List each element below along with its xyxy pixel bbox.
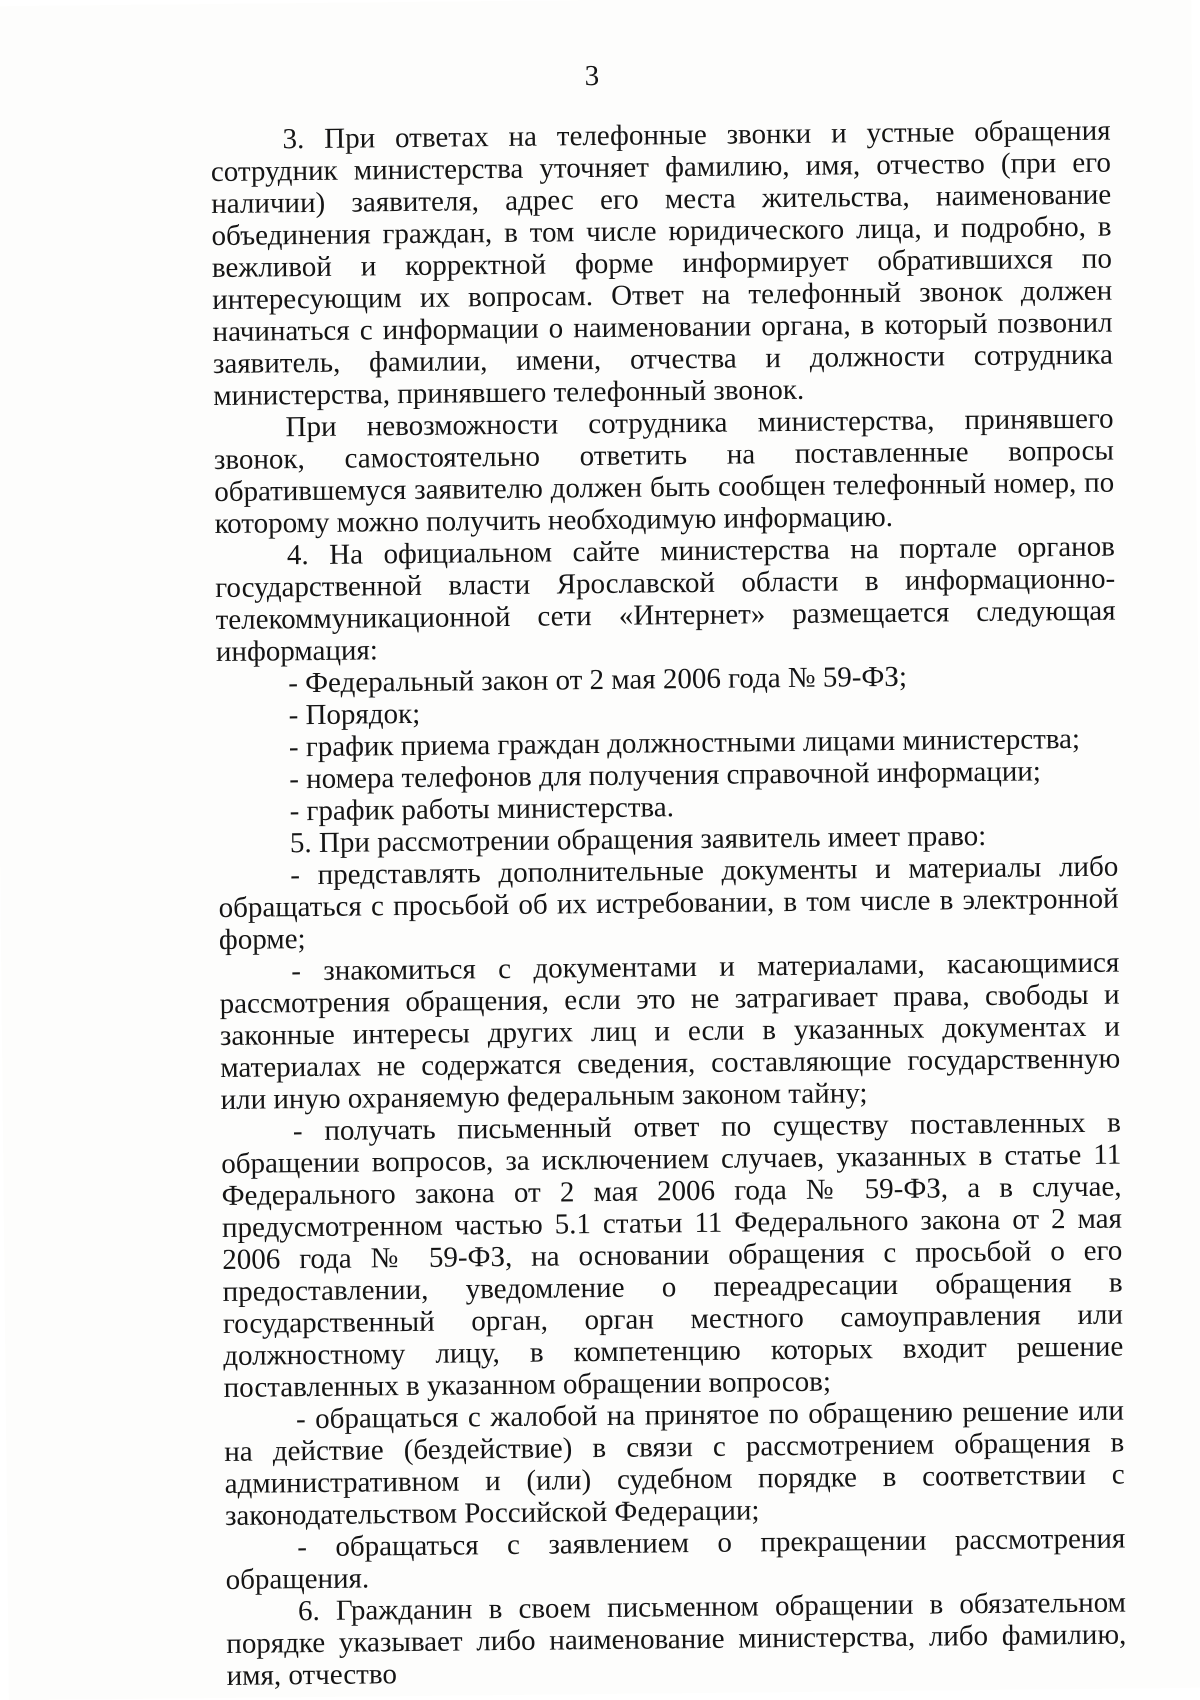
list-item: - номера телефонов для получения справочной информации; (289, 755, 1042, 796)
paragraph-5-rights-intro: 5. При рассмотрении обращения заявитель имеет право: (289, 819, 987, 860)
paragraph-4-website: 4. На официальном сайте министерства на портале органов государственной власти Ярославской области в информационно-телекоммуникационной сети «Интернет» размещается следующая информация: (215, 530, 1116, 669)
page-number: 3 (584, 59, 600, 93)
list-item: - Порядок; (288, 697, 421, 732)
paragraph-impossible-answer: При невозможности сотрудника министерства, принявшего звонок, самостоятельно ответить на поставленные вопросы обратившемуся заявителю должен быть сообщен телефонный номер, по которому можно получить необходимую информацию. (213, 402, 1115, 541)
paragraph-6-written-appeal: 6. Гражданин в своем письменном обращении в обязательном порядке указывает либо наименование министерства, либо фамилию, имя, отчество (226, 1586, 1127, 1692)
list-item: - Федеральный закон от 2 мая 2006 года № 59-ФЗ; (288, 660, 908, 700)
right-item: - обращаться с жалобой на принятое по обращению решение или на действие (бездействие) в связи с рассмотрением обращения в административном и (или) судебном порядке в соответствии с законодательством Российской Федерации; (224, 1394, 1125, 1532)
info-list (216, 659, 1118, 828)
rights-list (218, 851, 1126, 1596)
document-body (210, 115, 1126, 1692)
right-item: - знакомиться с документами и материалами, касающимися рассмотрения обращения, если это не затрагивает права, свободы и законные интересы других лиц и если в указанных документах и материалах не содержатся сведения, составляющие государственную или иную охраняемую федеральным законом тайну; (219, 946, 1121, 1116)
list-item: - график приема граждан должностными лицами министерства; (288, 722, 1081, 764)
right-item: - получать письменный ответ по существу поставленных в обращении вопросов, за исключением случаев, указанных в статье 11 Федерального закона от 2 мая 2006 года № 59-ФЗ, а в случае, предусмотренном частью 5.1 статьи 11 Федерального закона от 2 мая 2006 года № 59-ФЗ, на основании обращения с просьбой о его предоставлении, уведомление о переадресации обращения в государственный орган, орган местного самоуправления или должностному лицу, в компетенцию которых входит решение поставленных в указанном обращении вопросов; (221, 1106, 1124, 1404)
right-item: - представлять дополнительные документы и материалы либо обращаться с просьбой об их истребовании, в том числе в электронной форме; (218, 850, 1119, 956)
right-item: - обращаться с заявлением о прекращении рассмотрения обращения. (225, 1522, 1126, 1596)
paragraph-3-phone-calls: 3. При ответах на телефонные звонки и устные обращения сотрудник министерства уточняет фамилию, имя, отчество (при его наличии) заявителя, адрес его места жительства, наименование объединения граждан, в том числе юридического лица, и подробно, в вежливой и корректной форме информирует обратившихся по интересующим их вопросам. Ответ на телефонный звонок должен начинаться с информации о наименовании органа, в который позвонил заявитель, фамилии, имени, отчества и должности сотрудника министерства, принявшего телефонный звонок. (210, 114, 1114, 413)
list-item: - график работы министерства. (289, 791, 675, 828)
